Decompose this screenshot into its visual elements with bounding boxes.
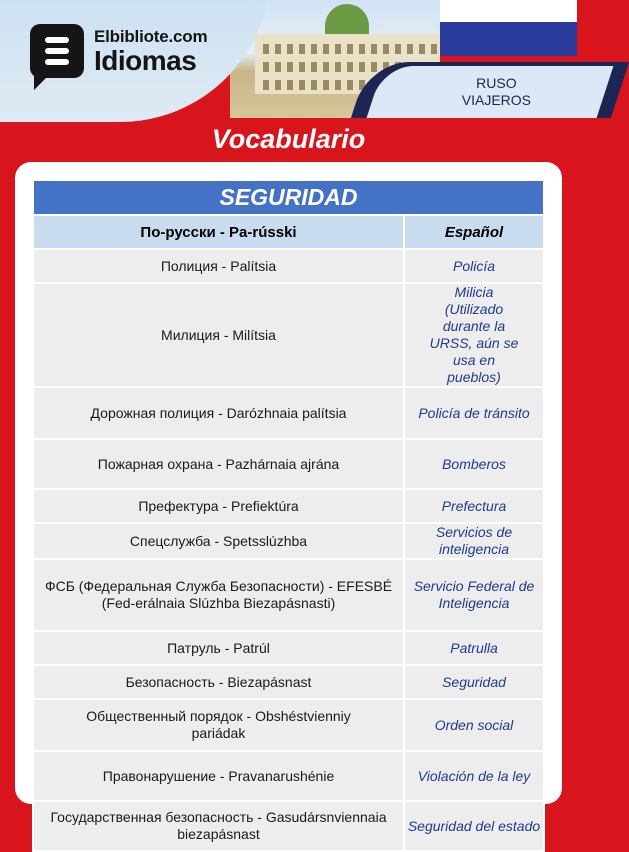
russian-term: Префектура - Prefiektúra [33,489,404,523]
spanish-term: Servicios de inteligencia [404,523,544,559]
vocabulary-table [32,179,545,852]
table-row [33,439,544,489]
russian-term: Спецслужба - Spetsslúzhba [33,523,404,559]
table-row [33,665,544,699]
table-row [33,559,544,631]
russian-term: Безопасность - Biezapásnast [33,665,404,699]
russian-term: Дорожная полиция - Darózhnaia palítsia [33,387,404,439]
page-title: Vocabulario [211,124,366,154]
column-header-russian: По-русски - Pa-rússki [33,215,404,249]
vocabulary-card [15,162,562,842]
russian-term: Патруль - Patrúl [33,631,404,665]
spanish-term: Bomberos [404,439,544,489]
table-row [33,489,544,523]
header-banner [0,0,577,118]
russian-term: Общественный порядок - Obshéstvienniy pariádak [33,699,404,751]
table-row [33,801,544,851]
russian-term: Милиция - Milítsia [33,283,404,387]
spanish-term: Orden social [404,699,544,751]
brand-logo [94,27,207,75]
section-title: SEGURIDAD [33,180,544,215]
course-tag [462,75,531,109]
table-row [33,699,544,751]
table-row [33,631,544,665]
spanish-term: Violación de la ley [404,751,544,801]
brand-name: Idiomas [94,45,197,76]
spanish-term: Seguridad [404,665,544,699]
spanish-term: Servicio Federal de Inteligencia [404,559,544,631]
palace-dome [325,4,369,34]
spanish-term: Patrulla [404,631,544,665]
spanish-term: Policía de tránsito [404,387,544,439]
tag-language: RUSO [476,75,517,91]
russian-term: Пожарная охрана - Pazhárnaia ajrána [33,439,404,489]
russian-term: Полиция - Palítsia [33,249,404,283]
table-row [33,751,544,801]
tag-audience: VIAJEROS [461,92,531,108]
spanish-term: Seguridad del estado [404,801,544,851]
table-row [33,249,544,283]
spanish-term: Prefectura [404,489,544,523]
russian-term: Правонарушение - Pravanarushénie [33,751,404,801]
table-row [33,283,544,387]
column-header-spanish: Español [404,215,544,249]
russian-term: ФСБ (Федеральная Служба Безопасности) - EFESBÉ (Fed-erálnaia Slúzhba Biezapásnasti) [33,559,404,631]
spanish-term: Policía [404,249,544,283]
spanish-term: Milicia (Utilizado durante la URSS, aún se usa en pueblos) [404,283,544,387]
russian-term: Государственная безопасность - Gasudársnviennaia biezapásnast [33,801,404,851]
table-row [33,523,544,559]
table-row [33,387,544,439]
brand-site: Elbibliote.com [94,27,208,46]
chat-logo-icon [30,24,84,78]
